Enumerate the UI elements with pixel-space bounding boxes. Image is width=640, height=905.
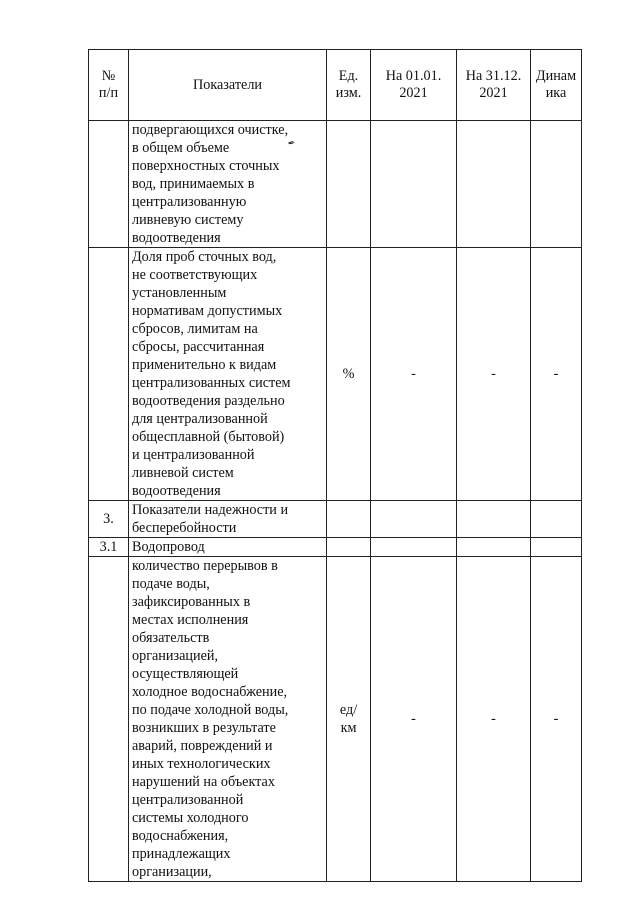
row-start: -: [371, 557, 457, 882]
row-dynamics: [531, 538, 582, 557]
row-indicator: Доля проб сточных вод, не соответствующих установленным нормативам допустимых сбросов, лимитам на сбросы, рассчитанная применительно к видам централизованных систем водоотведения раздельно для централизованной общесплавной (бытовой) и централизованной ливневой систем водоотведения: [129, 248, 327, 501]
row-num: [89, 121, 129, 248]
table-row: [89, 557, 582, 882]
row-unit: [327, 121, 371, 248]
row-unit: %: [327, 248, 371, 501]
row-indicator: количество перерывов в подаче воды, зафиксированных в местах исполнения обязательств организацией, осуществляющей холодное водоснабжение, по подаче холодной воды, возникших в результате аварий, повреждений и иных технологических нарушений на объектах централизованной системы холодного водоснабжения, принадлежащих организации,: [129, 557, 327, 882]
table-row: [89, 538, 582, 557]
row-dynamics: -: [531, 557, 582, 882]
header-unit: Ед. изм.: [327, 50, 371, 121]
row-unit: [327, 501, 371, 538]
row-start: -: [371, 248, 457, 501]
row-dynamics: [531, 501, 582, 538]
row-unit: [327, 538, 371, 557]
pen-mark-icon: ✒: [287, 138, 297, 150]
table-row: [89, 121, 582, 248]
row-unit: ед/ км: [327, 557, 371, 882]
row-indicator: подвергающихся очистке, в общем объеме поверхностных сточных вод, принимаемых в централизованную ливневую систему водоотведения: [129, 121, 327, 248]
header-indicator: Показатели: [129, 50, 327, 121]
header-end: На 31.12. 2021: [457, 50, 531, 121]
subsection-title: Водопровод: [129, 538, 327, 557]
row-end: [457, 501, 531, 538]
row-num: [89, 557, 129, 882]
row-start: [371, 501, 457, 538]
table-row: [89, 501, 582, 538]
table-row: [89, 248, 582, 501]
header-start: На 01.01. 2021: [371, 50, 457, 121]
indicators-table: [88, 49, 582, 882]
row-end: [457, 121, 531, 248]
row-end: [457, 538, 531, 557]
row-start: [371, 121, 457, 248]
row-end: -: [457, 248, 531, 501]
header-num: № п/п: [89, 50, 129, 121]
row-dynamics: -: [531, 248, 582, 501]
row-dynamics: [531, 121, 582, 248]
row-start: [371, 538, 457, 557]
table-header-row: [89, 50, 582, 121]
row-end: -: [457, 557, 531, 882]
section-title: Показатели надежности и бесперебойности: [129, 501, 327, 538]
header-dynamics: Динам ика: [531, 50, 582, 121]
section-num: 3.: [89, 501, 129, 538]
row-num: [89, 248, 129, 501]
subsection-num: 3.1: [89, 538, 129, 557]
